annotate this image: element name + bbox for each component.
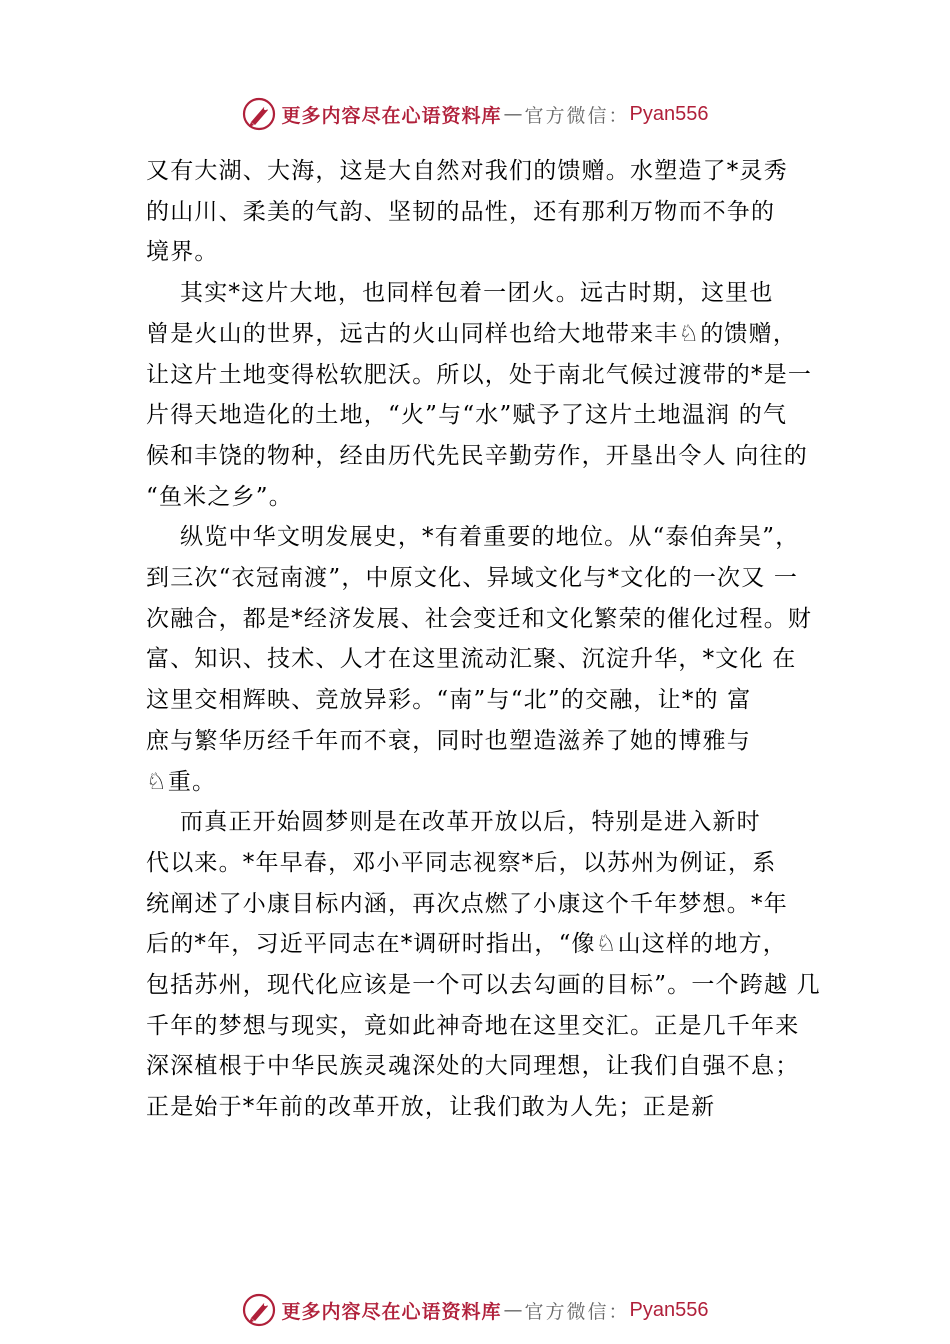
text-line: 代以来。*年早春，邓小平同志视察*后，以苏州为例证，系 <box>146 849 777 876</box>
text-line: 次融合，都是*经济发展、社会变迁和文化繁荣的催化过程。财 <box>146 605 813 632</box>
pen-nib-logo-icon <box>242 97 276 131</box>
banner-wechat-label: 官方微信： <box>524 104 630 127</box>
text-line: 曾是火山的世界，远古的火山同样也给大地带来丰♘的馈赠， <box>146 320 798 347</box>
footer-banner <box>0 1290 950 1330</box>
banner-brand-text: 更多内容尽在心语资料库 <box>281 1300 502 1323</box>
text-line: 而真正开始圆梦则是在改革开放以后，特别是进入新时 <box>146 809 761 836</box>
text-line: 让这片土地变得松软肥沃。所以，处于南北气候过渡带的*是一 <box>146 361 813 388</box>
text-line: 片得天地造化的土地，“火”与“水”赋予了这片土地温润 的气 <box>146 402 788 429</box>
text-line: 后的*年，习近平同志在*调研时指出，“像♘山这样的地方， <box>146 931 787 958</box>
banner-dash: — <box>503 1299 523 1321</box>
text-line: 纵览中华文明发展史，*有着重要的地位。从“泰伯奔吴”， <box>146 524 800 551</box>
text-line: 的山川、柔美的气韵、坚韧的品性，还有那利万物而不争的 <box>146 198 776 225</box>
banner-wechat-handle: Pyan556 <box>629 102 709 125</box>
text-line: ♘重。 <box>146 768 217 795</box>
text-line: 这里交相辉映、竞放异彩。“南”与“北”的交融，让*的 富 <box>146 687 752 714</box>
text-line: 庶与繁华历经千年而不衰，同时也塑造滋养了她的博雅与 <box>146 727 751 754</box>
header-banner <box>0 94 950 134</box>
banner-wechat-label: 官方微信： <box>524 1300 630 1323</box>
text-line: 又有大湖、大海，这是大自然对我们的馈赠。水塑造了*灵秀 <box>146 158 788 184</box>
text-line: 富、知识、技术、人才在这里流动汇聚、沉淀升华，*文化 在 <box>146 646 797 673</box>
text-line: 其实*这片大地，也同样包着一团火。远古时期，这里也 <box>146 280 774 307</box>
banner-dash: — <box>503 103 523 125</box>
text-line: “鱼米之乡”。 <box>146 483 293 510</box>
document-body <box>146 151 836 1128</box>
text-line: 包括苏州，现代化应该是一个可以去勾画的目标”。一个跨越 几 <box>146 972 821 999</box>
banner-wechat-handle: Pyan556 <box>629 1298 709 1321</box>
text-line: 境界。 <box>146 239 219 266</box>
text-line: 正是始于*年前的改革开放，让我们敢为人先；正是新 <box>146 1094 716 1121</box>
text-line: 到三次“衣冠南渡”，中原文化、异域文化与*文化的一次又 一 <box>146 565 799 592</box>
text-line: 深深植根于中华民族灵魂深处的大同理想，让我们自强不息； <box>146 1053 800 1080</box>
text-line: 统阐述了小康目标内涵，再次点燃了小康这个千年梦想。*年 <box>146 890 788 917</box>
text-line: 候和丰饶的物种，经由历代先民辛勤劳作，开垦出令人 向往的 <box>146 442 808 469</box>
banner-brand-text: 更多内容尽在心语资料库 <box>281 104 502 127</box>
text-line: 千年的梦想与现实，竟如此神奇地在这里交汇。正是几千年来 <box>146 1012 800 1039</box>
pen-nib-logo-icon <box>242 1293 276 1327</box>
